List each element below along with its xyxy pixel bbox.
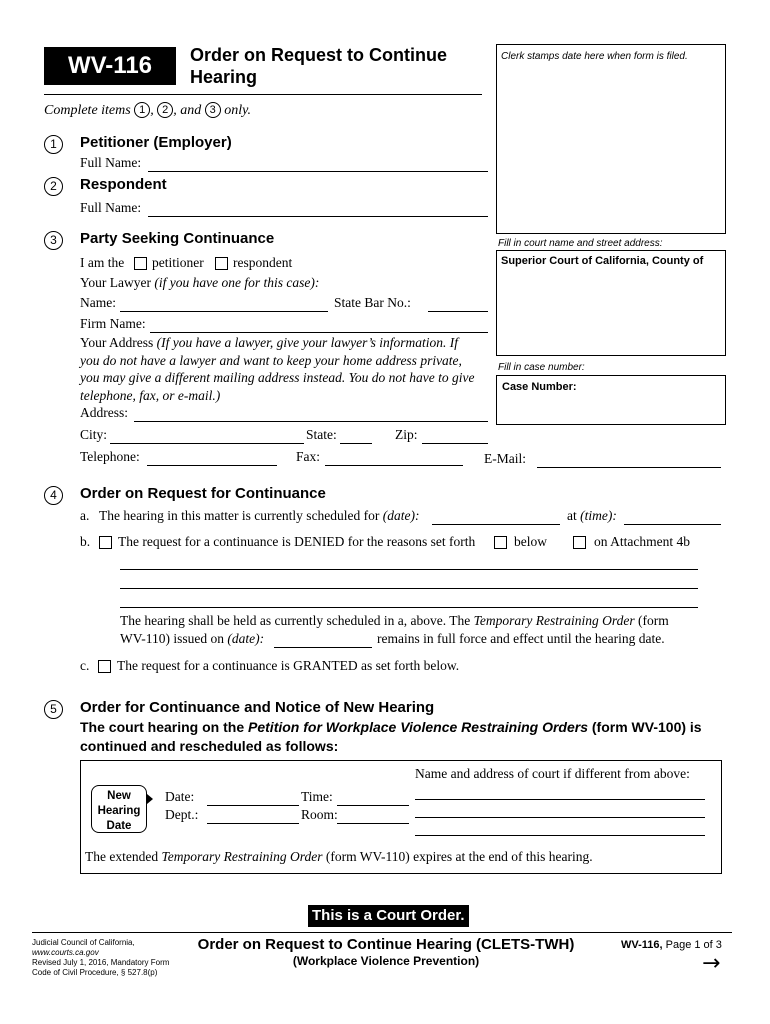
address-note-4: telephone, fax, or e-mail.) [80, 387, 221, 403]
item-4c-marker: c. [80, 658, 90, 673]
header-rule [44, 94, 482, 95]
item-4b-note1-pre: The hearing shall be held as currently scheduled in a, above. The [120, 613, 471, 628]
court-name-box[interactable] [496, 250, 726, 356]
section-1-number: 1 [44, 135, 63, 154]
court-address-line-1[interactable] [415, 799, 705, 800]
fax-label: Fax: [296, 449, 321, 464]
address-label: Address: [80, 405, 128, 420]
item-4b-note1-post: (form [638, 613, 669, 628]
item-4b-marker: b. [80, 534, 91, 549]
lawyer-name-field[interactable] [120, 311, 328, 312]
firm-name-field[interactable] [150, 332, 488, 333]
section-4-title: Order on Request for Continuance [80, 485, 326, 502]
instructions-suffix: only. [224, 103, 252, 118]
section-3-number: 3 [44, 231, 63, 250]
section-1-title: Petitioner (Employer) [80, 134, 232, 151]
denied-reason-line-2[interactable] [120, 588, 698, 589]
item-4b-note-line2-pre [120, 631, 264, 647]
respondent-checkbox-label: respondent [233, 255, 293, 270]
current-hearing-time-field[interactable] [624, 524, 721, 525]
court-box-text: Superior Court of California, County of [501, 255, 704, 267]
item-4b-note-line1 [120, 613, 669, 629]
petitioner-name-label: Full Name: [80, 155, 142, 170]
court-order-banner: This is a Court Order. [308, 905, 469, 927]
lawyer-label: Your Lawyer [80, 275, 151, 290]
instructions [44, 102, 251, 119]
state-bar-field[interactable] [428, 311, 488, 312]
case-number-box[interactable] [496, 375, 726, 425]
instr-num-1: 1 [134, 102, 150, 118]
new-room-label: Room: [301, 807, 338, 822]
section-5-title: Order for Continuance and Notice of New Hearing [80, 699, 435, 716]
new-date-label: Date: [165, 789, 195, 804]
badge-line-3: Date [106, 820, 132, 832]
item-4b-note2-pre: WV-110) issued on [120, 631, 224, 646]
city-field[interactable] [110, 443, 304, 444]
item-4a-date-label: (date): [382, 508, 420, 523]
case-box-caption: Fill in case number: [498, 362, 585, 373]
denied-reason-line-3[interactable] [120, 607, 698, 608]
reasons-below-label: below [514, 534, 547, 549]
extended-tro-note [85, 849, 593, 865]
form-title-line2: Hearing [190, 67, 258, 87]
clerk-note: Clerk stamps date here when form is filed. [501, 51, 688, 62]
item-4a-text [99, 508, 420, 524]
court-address-line-3[interactable] [415, 835, 705, 836]
petitioner-checkbox[interactable] [134, 257, 147, 270]
badge-arrow-icon [147, 794, 153, 804]
item-4b-note2-date: (date): [227, 631, 265, 646]
badge-line-1: New [107, 790, 131, 802]
telephone-field[interactable] [147, 465, 277, 466]
denied-reason-line-1[interactable] [120, 569, 698, 570]
item-4a-at: at [567, 508, 577, 523]
address-note-1: (If you have a lawyer, give your lawyer’s information. If [156, 335, 458, 350]
address-note-2: you do not have a lawyer and want to keep your home address private, [80, 352, 462, 368]
current-hearing-date-field[interactable] [432, 524, 560, 525]
new-hearing-time-field[interactable] [337, 805, 409, 806]
email-field[interactable] [537, 467, 721, 468]
form-id-badge: WV-116 [44, 47, 176, 85]
i-am-the-label: I am the [80, 255, 125, 270]
footer-left-3: Revised July 1, 2016, Mandatory Form [32, 958, 170, 967]
section-5-number: 5 [44, 700, 63, 719]
form-title-line1: Order on Request to Continue [190, 45, 448, 65]
section-5-sub-pre: The court hearing on the [80, 719, 245, 735]
section-3-title: Party Seeking Continuance [80, 230, 275, 247]
item-4a-marker: a. [80, 508, 90, 523]
item-4b-note1-tro: Temporary Restraining Order [473, 613, 635, 628]
footer-subtitle: (Workplace Violence Prevention) [292, 954, 480, 968]
extended-post: (form WV-110) expires at the end of this hearing. [325, 849, 593, 864]
lawyer-name-label: Name: [80, 295, 116, 310]
item-4a-time [567, 508, 617, 524]
instr-num-2: 2 [157, 102, 173, 118]
section-5-sub-post: (form WV-100) is [591, 719, 702, 735]
item-4b-text: The request for a continuance is DENIED for the reasons set forth [118, 534, 476, 549]
new-hearing-badge [91, 785, 147, 833]
address-instructions [80, 334, 496, 404]
instr-sep: , [150, 103, 154, 118]
telephone-label: Telephone: [80, 449, 140, 464]
footer-page [621, 939, 722, 951]
petitioner-checkbox-label: petitioner [152, 255, 204, 270]
address-lead: Your Address [80, 335, 154, 350]
instructions-prefix: Complete items [44, 103, 131, 118]
court-box-caption: Fill in court name and street address: [498, 238, 663, 249]
tro-issued-date-field[interactable] [274, 647, 372, 648]
denied-checkbox[interactable] [99, 536, 112, 549]
state-field[interactable] [340, 443, 372, 444]
footer-left-2[interactable]: www.courts.ca.gov [32, 948, 99, 957]
section-5-sub-petition: Petition for Workplace Violence Restraining Orders [248, 719, 588, 735]
section-2-title: Respondent [80, 176, 167, 193]
court-if-different-label: Name and address of court if different from above: [415, 766, 690, 781]
badge-line-2: Hearing [97, 805, 141, 817]
new-hearing-room-field[interactable] [337, 823, 409, 824]
city-label: City: [80, 427, 108, 442]
item-4a-label: The hearing in this matter is currently scheduled for [99, 508, 380, 523]
case-box-text: Case Number: [502, 381, 577, 393]
new-hearing-date-field[interactable] [207, 805, 299, 806]
new-hearing-dept-field[interactable] [207, 823, 299, 824]
instr-and: , and [173, 103, 202, 118]
footer-form-id: WV-116, [621, 939, 663, 951]
lawyer-label-line [80, 275, 319, 291]
attachment-4b-label: on Attachment 4b [594, 534, 690, 549]
court-address-line-2[interactable] [415, 817, 705, 818]
reasons-below-checkbox[interactable] [494, 536, 507, 549]
state-label: State: [306, 427, 337, 442]
clerk-stamp-box [496, 44, 726, 234]
item-4c-text: The request for a continuance is GRANTED as set forth below. [117, 658, 460, 673]
new-time-label: Time: [301, 789, 333, 804]
footer-center [168, 936, 604, 968]
granted-checkbox[interactable] [98, 660, 111, 673]
section-5-sub-line2: continued and rescheduled as follows: [80, 738, 339, 754]
item-4a-time-label: (time): [580, 508, 617, 523]
extended-pre: The extended [85, 849, 159, 864]
section-5-subtitle [80, 718, 702, 756]
section-2-number: 2 [44, 177, 63, 196]
new-hearing-box [80, 760, 722, 874]
petitioner-name-field[interactable] [148, 171, 488, 172]
extended-tro: Temporary Restraining Order [161, 849, 323, 864]
email-label: E-Mail: [484, 451, 526, 466]
address-field[interactable] [134, 421, 488, 422]
section-4-number: 4 [44, 486, 63, 505]
respondent-checkbox[interactable] [215, 257, 228, 270]
item-4b-note2-post: remains in full force and effect until the hearing date. [377, 631, 665, 646]
footer-left [32, 938, 169, 978]
lawyer-note: (if you have one for this case): [154, 275, 320, 290]
form-title [190, 44, 447, 88]
zip-label: Zip: [395, 427, 418, 442]
footer-left-4: Code of Civil Procedure, § 527.8(p) [32, 968, 158, 977]
firm-name-label: Firm Name: [80, 316, 146, 331]
state-bar-label: State Bar No.: [334, 295, 411, 310]
footer-rule [32, 932, 732, 933]
footer-title: Order on Request to Continue Hearing (CLETS-TWH) [197, 936, 575, 953]
new-dept-label: Dept.: [165, 807, 199, 822]
respondent-name-field[interactable] [148, 216, 488, 217]
fax-field[interactable] [325, 465, 463, 466]
address-note-3: you may give a different mailing address instead. You do not have to give [80, 370, 475, 385]
next-page-arrow-icon[interactable]: → [702, 951, 721, 976]
footer-left-1: Judicial Council of California, [32, 938, 135, 947]
attachment-4b-checkbox[interactable] [573, 536, 586, 549]
instr-num-3: 3 [205, 102, 221, 118]
zip-field[interactable] [422, 443, 488, 444]
respondent-name-label: Full Name: [80, 200, 142, 215]
footer-page-number: Page 1 of 3 [665, 939, 722, 951]
